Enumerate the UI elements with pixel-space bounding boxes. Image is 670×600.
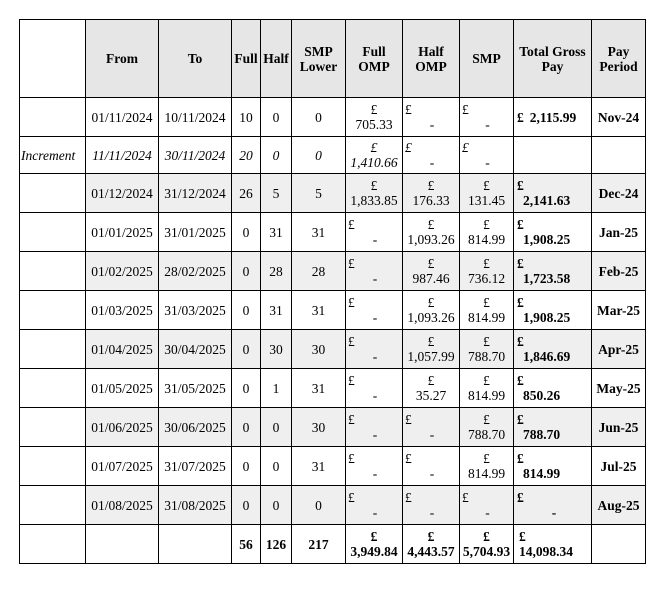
amount: 5,704.93 — [462, 544, 511, 559]
amount: 1,093.26 — [407, 232, 455, 247]
half-days: 28 — [261, 252, 292, 291]
smp-lower-days: 0 — [292, 137, 346, 174]
amount: 814.99 — [467, 388, 506, 403]
row-label — [20, 369, 86, 408]
pay-period: Jun-25 — [592, 408, 646, 447]
currency-symbol: £ — [483, 412, 490, 427]
smp — [460, 369, 514, 408]
smp-lower-days: 31 — [292, 291, 346, 330]
half-days: 0 — [261, 408, 292, 447]
amount: - — [372, 310, 378, 325]
amount: - — [485, 155, 490, 170]
from-date: 01/02/2025 — [86, 252, 159, 291]
from-date: 01/11/2024 — [86, 98, 159, 137]
half-days: 0 — [261, 447, 292, 486]
to-date: 30/04/2025 — [159, 330, 232, 369]
amount: 14,098.34 — [519, 544, 573, 559]
smp-lower-days: 28 — [292, 252, 346, 291]
total-full: 56 — [232, 525, 261, 564]
currency-symbol: £ — [427, 178, 435, 193]
full-omp — [346, 330, 403, 369]
row-label — [20, 252, 86, 291]
table-row — [20, 252, 646, 291]
total-smp — [460, 525, 514, 564]
full-omp — [346, 213, 403, 252]
amount: 1,846.69 — [523, 349, 571, 364]
currency-symbol: £ — [370, 102, 378, 117]
currency-symbol: £ — [483, 217, 490, 232]
amount: 788.70 — [467, 349, 506, 364]
smp-lower-days: 0 — [292, 486, 346, 525]
to-date: 10/11/2024 — [159, 98, 232, 137]
amount: 4,443.57 — [407, 544, 455, 559]
from-date: 01/07/2025 — [86, 447, 159, 486]
full-days: 20 — [232, 137, 261, 174]
to-date: 31/03/2025 — [159, 291, 232, 330]
pay-period: Feb-25 — [592, 252, 646, 291]
amount: - — [372, 427, 378, 442]
amount: - — [551, 505, 557, 520]
smp-lower-days: 30 — [292, 330, 346, 369]
currency-symbol: £ — [483, 451, 490, 466]
header-full: Full — [232, 20, 261, 98]
currency-symbol: £ — [427, 334, 435, 349]
smp — [460, 408, 514, 447]
from-date: 01/08/2025 — [86, 486, 159, 525]
table-row — [20, 174, 646, 213]
half-omp — [403, 408, 460, 447]
table-row — [20, 408, 646, 447]
header-smp: SMP — [460, 20, 514, 98]
half-days: 1 — [261, 369, 292, 408]
half-days: 0 — [261, 98, 292, 137]
from-date: 01/01/2025 — [86, 213, 159, 252]
pay-period — [592, 137, 646, 174]
amount: - — [429, 155, 435, 170]
pay-period: Dec-24 — [592, 174, 646, 213]
table-row — [20, 291, 646, 330]
currency-symbol: £ — [517, 451, 524, 466]
smp-lower-days: 30 — [292, 408, 346, 447]
currency-symbol: £ — [517, 256, 524, 271]
currency-symbol: £ — [517, 217, 524, 232]
half-omp — [403, 369, 460, 408]
to-date: 28/02/2025 — [159, 252, 232, 291]
full-omp — [346, 369, 403, 408]
currency-symbol: £ — [427, 529, 435, 544]
pay-period: Aug-25 — [592, 486, 646, 525]
total-gross-pay — [514, 447, 592, 486]
smp — [460, 174, 514, 213]
currency-symbol: £ — [517, 490, 524, 505]
full-days: 26 — [232, 174, 261, 213]
amount: 1,908.25 — [523, 310, 571, 325]
currency-symbol: £ — [517, 295, 524, 310]
smp-lower-days: 31 — [292, 369, 346, 408]
half-omp — [403, 486, 460, 525]
amount: 35.27 — [415, 388, 447, 403]
smp — [460, 137, 514, 174]
full-omp — [346, 408, 403, 447]
currency-symbol: £ — [517, 178, 524, 193]
to-date: 31/01/2025 — [159, 213, 232, 252]
total-smp-lower: 217 — [292, 525, 346, 564]
amount: - — [372, 466, 378, 481]
totals-row — [20, 525, 646, 564]
to-date: 30/11/2024 — [159, 137, 232, 174]
amount: - — [372, 271, 378, 286]
header-blank — [20, 20, 86, 98]
amount: 2,115.99 — [529, 109, 577, 125]
total-gross-pay — [514, 525, 592, 564]
row-label — [20, 330, 86, 369]
currency-symbol: £ — [427, 217, 435, 232]
half-omp — [403, 213, 460, 252]
amount: - — [372, 505, 378, 520]
half-omp — [403, 98, 460, 137]
row-label: Increment — [20, 137, 86, 174]
header-half: Half — [261, 20, 292, 98]
amount: - — [485, 505, 490, 520]
currency-symbol: £ — [405, 140, 412, 155]
header-smp-lower: SMP Lower — [292, 20, 346, 98]
amount: 788.70 — [523, 427, 561, 442]
full-omp — [346, 447, 403, 486]
to-date: 31/07/2025 — [159, 447, 232, 486]
row-label — [20, 486, 86, 525]
amount: - — [429, 466, 435, 481]
from-date: 01/12/2024 — [86, 174, 159, 213]
amount: - — [429, 505, 435, 520]
amount: 987.46 — [412, 271, 450, 286]
from-date: 01/03/2025 — [86, 291, 159, 330]
full-days: 0 — [232, 486, 261, 525]
total-half: 126 — [261, 525, 292, 564]
to-date: 31/05/2025 — [159, 369, 232, 408]
table-row — [20, 213, 646, 252]
amount: 705.33 — [355, 117, 393, 132]
from-date: 01/05/2025 — [86, 369, 159, 408]
half-omp — [403, 252, 460, 291]
currency-symbol: £ — [405, 490, 412, 505]
table-row — [20, 330, 646, 369]
total-gross-pay — [514, 291, 592, 330]
header-pay-period: Pay Period — [592, 20, 646, 98]
currency-symbol: £ — [348, 490, 355, 505]
pay-table — [19, 19, 646, 564]
full-omp — [346, 252, 403, 291]
amount: 1,908.25 — [523, 232, 571, 247]
full-days: 10 — [232, 98, 261, 137]
currency-symbol: £ — [405, 102, 412, 117]
half-omp — [403, 330, 460, 369]
currency-symbol: £ — [462, 102, 469, 117]
amount: 814.99 — [467, 232, 506, 247]
totals-blank — [86, 525, 159, 564]
full-omp — [346, 98, 403, 137]
from-date: 01/04/2025 — [86, 330, 159, 369]
half-omp — [403, 174, 460, 213]
currency-symbol: £ — [483, 529, 490, 544]
total-gross-pay — [514, 369, 592, 408]
totals-blank — [20, 525, 86, 564]
smp-lower-days: 5 — [292, 174, 346, 213]
amount: 814.99 — [523, 466, 561, 481]
currency-symbol: £ — [370, 178, 378, 193]
row-label — [20, 291, 86, 330]
amount: - — [429, 427, 435, 442]
row-label — [20, 408, 86, 447]
smp — [460, 447, 514, 486]
smp — [460, 486, 514, 525]
currency-symbol: £ — [348, 451, 355, 466]
amount: 736.12 — [467, 271, 506, 286]
to-date: 30/06/2025 — [159, 408, 232, 447]
currency-symbol: £ — [370, 529, 378, 544]
amount: 1,833.85 — [350, 193, 398, 208]
currency-symbol: £ — [427, 295, 435, 310]
amount: 131.45 — [467, 193, 506, 208]
from-date: 11/11/2024 — [86, 137, 159, 174]
from-date: 01/06/2025 — [86, 408, 159, 447]
currency-symbol: £ — [427, 256, 435, 271]
total-gross-pay — [514, 213, 592, 252]
amount: - — [372, 232, 378, 247]
currency-symbol: £ — [519, 529, 526, 544]
table-row — [20, 98, 646, 137]
table-row — [20, 369, 646, 408]
totals-blank — [592, 525, 646, 564]
currency-symbol: £ — [483, 295, 490, 310]
currency-symbol: £ — [348, 373, 355, 388]
full-days: 0 — [232, 213, 261, 252]
full-days: 0 — [232, 252, 261, 291]
full-days: 0 — [232, 369, 261, 408]
totals-blank — [159, 525, 232, 564]
currency-symbol: £ — [348, 217, 355, 232]
currency-symbol: £ — [517, 373, 524, 388]
header-row — [20, 20, 646, 98]
total-full-omp — [346, 525, 403, 564]
row-label — [20, 447, 86, 486]
header-full-omp: Full OMP — [346, 20, 403, 98]
smp — [460, 252, 514, 291]
header-half-omp: Half OMP — [403, 20, 460, 98]
smp — [460, 213, 514, 252]
half-days: 5 — [261, 174, 292, 213]
total-gross-pay — [514, 137, 592, 174]
currency-symbol: £ — [483, 256, 490, 271]
total-gross-pay — [514, 330, 592, 369]
currency-symbol: £ — [348, 256, 355, 271]
amount: 1,410.66 — [350, 155, 398, 170]
full-omp — [346, 137, 403, 174]
amount: - — [372, 388, 378, 403]
amount: 814.99 — [467, 466, 506, 481]
row-label — [20, 174, 86, 213]
half-omp — [403, 137, 460, 174]
to-date: 31/08/2025 — [159, 486, 232, 525]
row-label — [20, 98, 86, 137]
total-gross-pay — [514, 98, 592, 137]
currency-symbol: £ — [370, 140, 378, 155]
half-days: 30 — [261, 330, 292, 369]
amount: 3,949.84 — [350, 544, 398, 559]
full-days: 0 — [232, 291, 261, 330]
amount: - — [429, 117, 435, 132]
pay-period: Apr-25 — [592, 330, 646, 369]
amount: - — [372, 349, 378, 364]
currency-symbol: £ — [427, 373, 435, 388]
total-gross-pay — [514, 252, 592, 291]
pay-table-container — [19, 19, 646, 564]
amount: 1,723.58 — [523, 271, 571, 286]
currency-symbol: £ — [462, 490, 469, 505]
amount: 2,141.63 — [523, 193, 571, 208]
table-row — [20, 447, 646, 486]
currency-symbol: £ — [348, 295, 355, 310]
currency-symbol: £ — [483, 178, 490, 193]
pay-period: Jan-25 — [592, 213, 646, 252]
smp — [460, 330, 514, 369]
amount: - — [485, 117, 490, 132]
total-gross-pay — [514, 174, 592, 213]
smp — [460, 98, 514, 137]
currency-symbol: £ — [517, 334, 524, 349]
currency-symbol: £ — [462, 140, 469, 155]
currency-symbol: £ — [517, 412, 524, 427]
full-days: 0 — [232, 330, 261, 369]
half-days: 31 — [261, 291, 292, 330]
pay-period: May-25 — [592, 369, 646, 408]
currency-symbol: £ — [517, 109, 524, 125]
currency-symbol: £ — [348, 412, 355, 427]
full-omp — [346, 174, 403, 213]
currency-symbol: £ — [405, 451, 412, 466]
table-row — [20, 137, 646, 174]
header-from: From — [86, 20, 159, 98]
full-omp — [346, 291, 403, 330]
header-to: To — [159, 20, 232, 98]
amount: 788.70 — [467, 427, 506, 442]
half-days: 0 — [261, 137, 292, 174]
amount: 176.33 — [412, 193, 450, 208]
currency-symbol: £ — [348, 334, 355, 349]
half-days: 31 — [261, 213, 292, 252]
total-gross-pay — [514, 486, 592, 525]
table-row — [20, 486, 646, 525]
row-label — [20, 213, 86, 252]
half-omp — [403, 447, 460, 486]
amount: 850.26 — [523, 388, 561, 403]
currency-symbol: £ — [405, 412, 412, 427]
full-days: 0 — [232, 447, 261, 486]
smp-lower-days: 31 — [292, 447, 346, 486]
amount: 1,057.99 — [407, 349, 455, 364]
smp — [460, 291, 514, 330]
pay-period: Mar-25 — [592, 291, 646, 330]
half-omp — [403, 291, 460, 330]
total-gross-pay — [514, 408, 592, 447]
half-days: 0 — [261, 486, 292, 525]
to-date: 31/12/2024 — [159, 174, 232, 213]
smp-lower-days: 31 — [292, 213, 346, 252]
full-days: 0 — [232, 408, 261, 447]
pay-period: Jul-25 — [592, 447, 646, 486]
currency-symbol: £ — [483, 373, 490, 388]
currency-symbol: £ — [483, 334, 490, 349]
full-omp — [346, 486, 403, 525]
header-total-gross-pay: Total Gross Pay — [514, 20, 592, 98]
total-half-omp — [403, 525, 460, 564]
amount: 814.99 — [467, 310, 506, 325]
amount: 1,093.26 — [407, 310, 455, 325]
pay-period: Nov-24 — [592, 98, 646, 137]
smp-lower-days: 0 — [292, 98, 346, 137]
